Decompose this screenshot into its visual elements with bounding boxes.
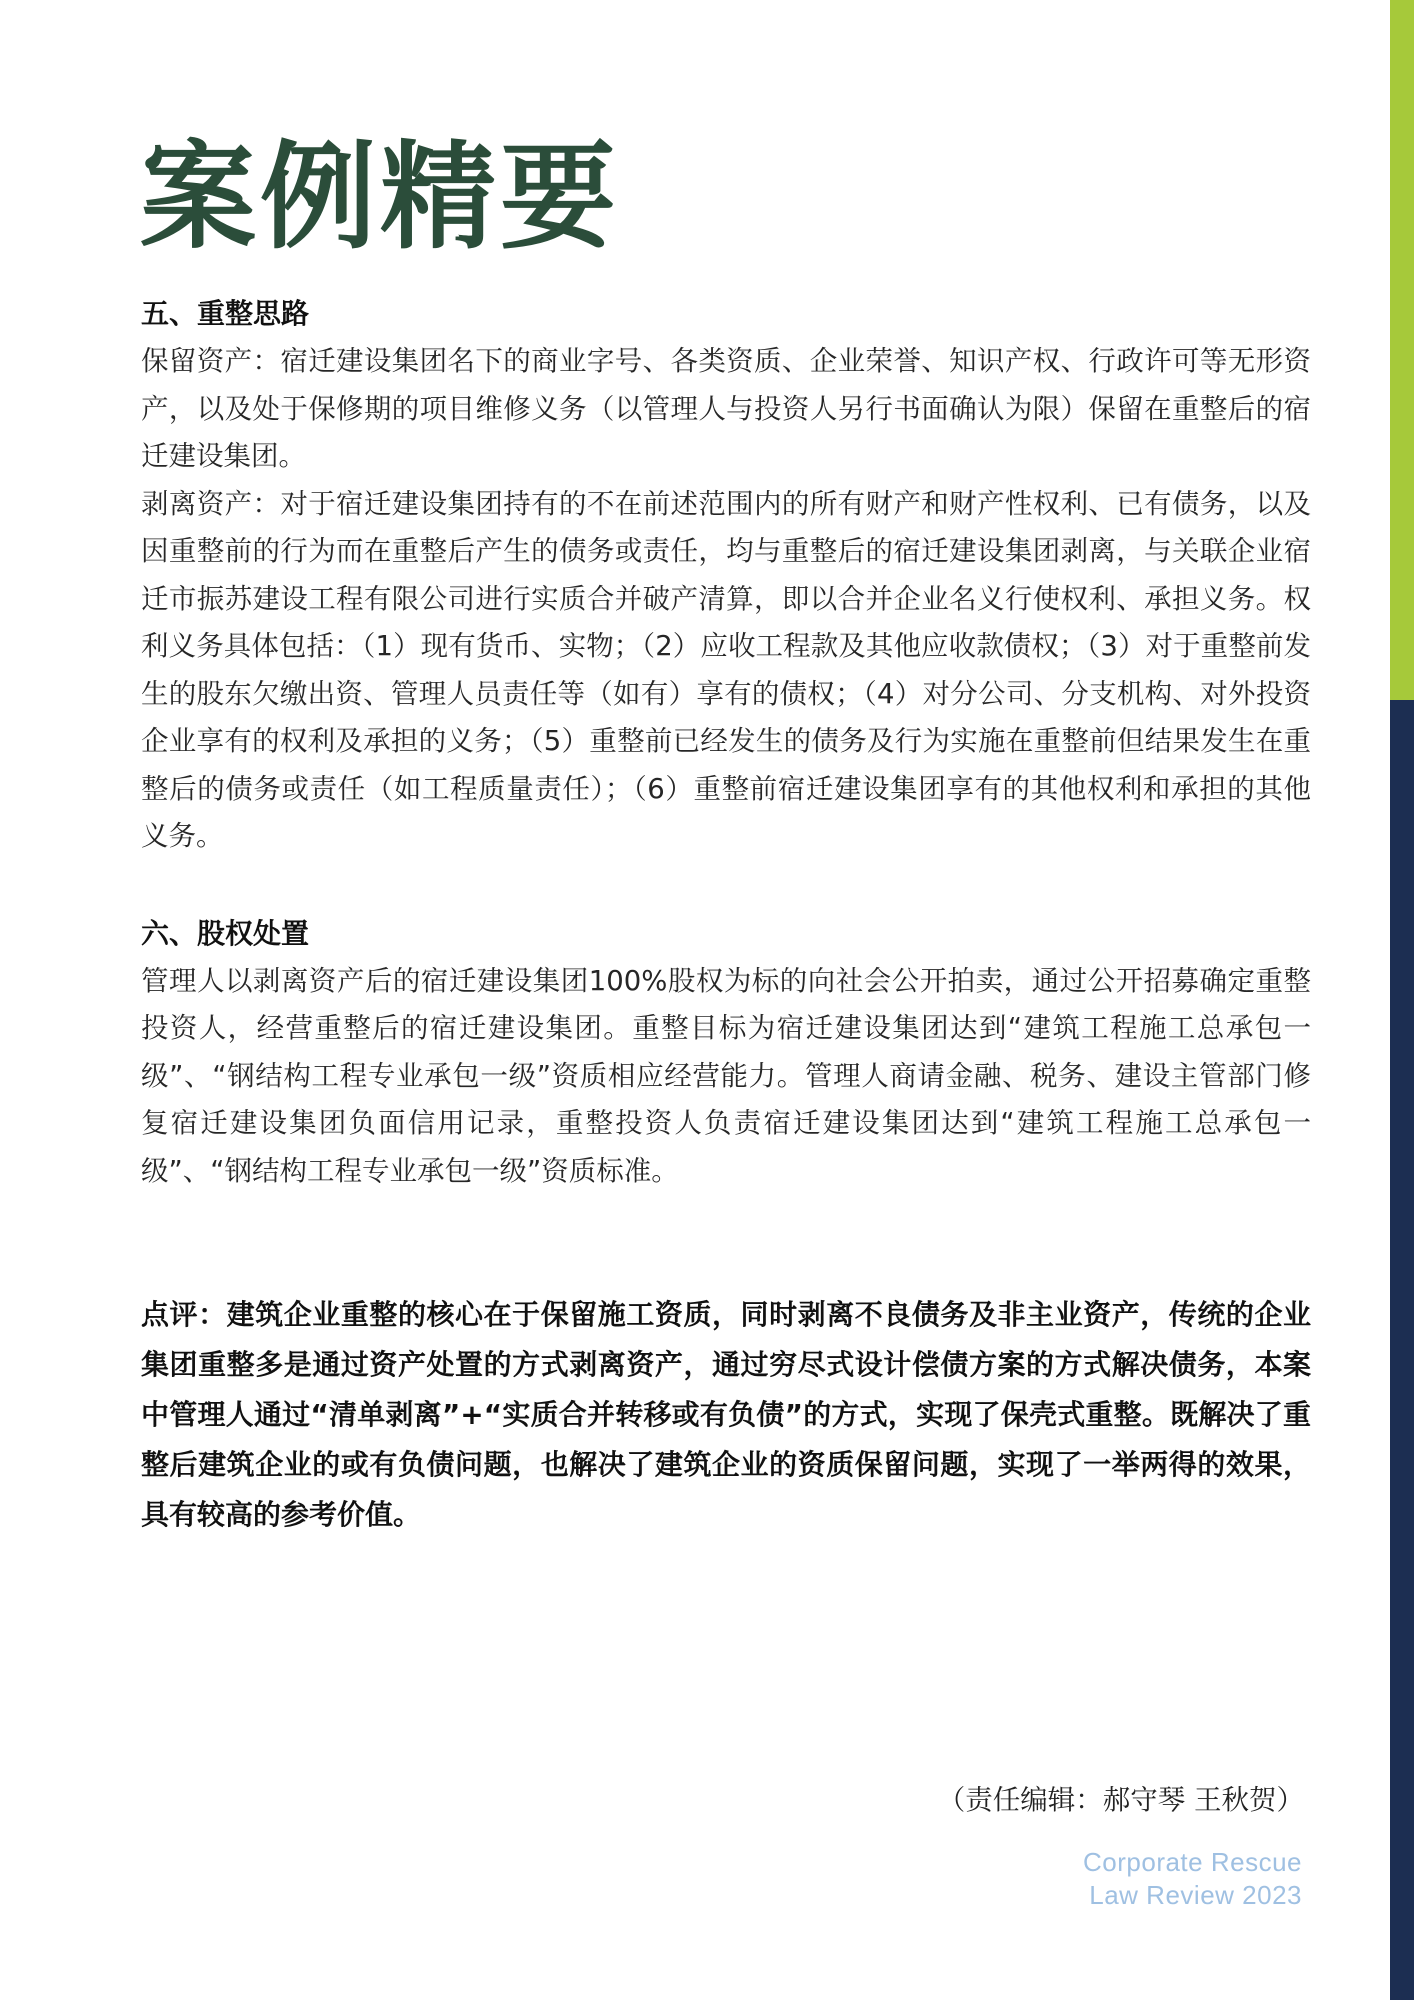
accent-bar-green (1390, 0, 1414, 700)
review-spacer (141, 1195, 1311, 1290)
paragraph-stripped-assets: 剥离资产：对于宿迁建设集团持有的不在前述范围内的所有财产和财产性权利、已有债务，以及因重整前的行为而在重整后产生的债务或责任，均与重整后的宿迁建设集团剥离，与关联企业宿迁市振苏建设工程有限公司进行实质合并破产清算，即以合并企业名义行使权利、承担义务。权利义务具体包括：（1）现有货币、实物；（2）应收工程款及其他应收款债权；（3）对于重整前发生的股东欠缴出资、管理人员责任等（如有）享有的债权；（4）对分公司、分支机构、对外投资企业享有的权利及承担的义务；（5）重整前已经发生的债务及行为实施在重整前但结果发生在重整后的债务或责任（如工程质量责任）；（6）重整前宿迁建设集团享有的其他权利和承担的其他义务。 (141, 487, 1311, 852)
editor-note: （责任编辑：郝守琴 王秋贺） (937, 1784, 1304, 1816)
section-heading-restructuring-approach: 五、重整思路 (141, 297, 310, 330)
accent-bar-navy (1390, 700, 1414, 2000)
footer-brand-line-1: Corporate Rescue (1083, 1847, 1302, 1877)
footer-brand (1083, 1846, 1302, 1912)
section-heading-equity-disposal: 六、股权处置 (141, 916, 310, 950)
section-spacer (141, 861, 1311, 910)
paragraph-equity-disposal: 管理人以剥离资产后的宿迁建设集团100%股权为标的向社会公开拍卖，通过公开招募确定重整投资人，经营重整后的宿迁建设集团。重整目标为宿迁建设集团达到“建筑工程施工总承包一级”、“钢结构工程专业承包一级”资质相应经营能力。管理人商请金融、税务、建设主管部门修复宿迁建设集团负面信用记录，重整投资人负责宿迁建设集团达到“建筑工程施工总承包一级”、“钢结构工程专业承包一级”资质标准。 (141, 964, 1311, 1187)
review-commentary: 点评：建筑企业重整的核心在于保留施工资质，同时剥离不良债务及非主业资产，传统的企业集团重整多是通过资产处置的方式剥离资产，通过穷尽式设计偿债方案的方式解决债务，本案中管理人通过“清单剥离”+“实质合并转移或有负债”的方式，实现了保壳式重整。既解决了重整后建筑企业的或有负债问题，也解决了建筑企业的资质保留问题，实现了一举两得的效果，具有较高的参考价值。 (141, 1298, 1311, 1531)
article-body (141, 290, 1311, 1540)
page-title: 案例精要 (140, 130, 620, 265)
footer-brand-line-2: Law Review 2023 (1089, 1880, 1302, 1910)
paragraph-retained-assets: 保留资产：宿迁建设集团名下的商业字号、各类资质、企业荣誉、知识产权、行政许可等无形资产，以及处于保修期的项目维修义务（以管理人与投资人另行书面确认为限）保留在重整后的宿迁建设集团。 (141, 345, 1311, 472)
